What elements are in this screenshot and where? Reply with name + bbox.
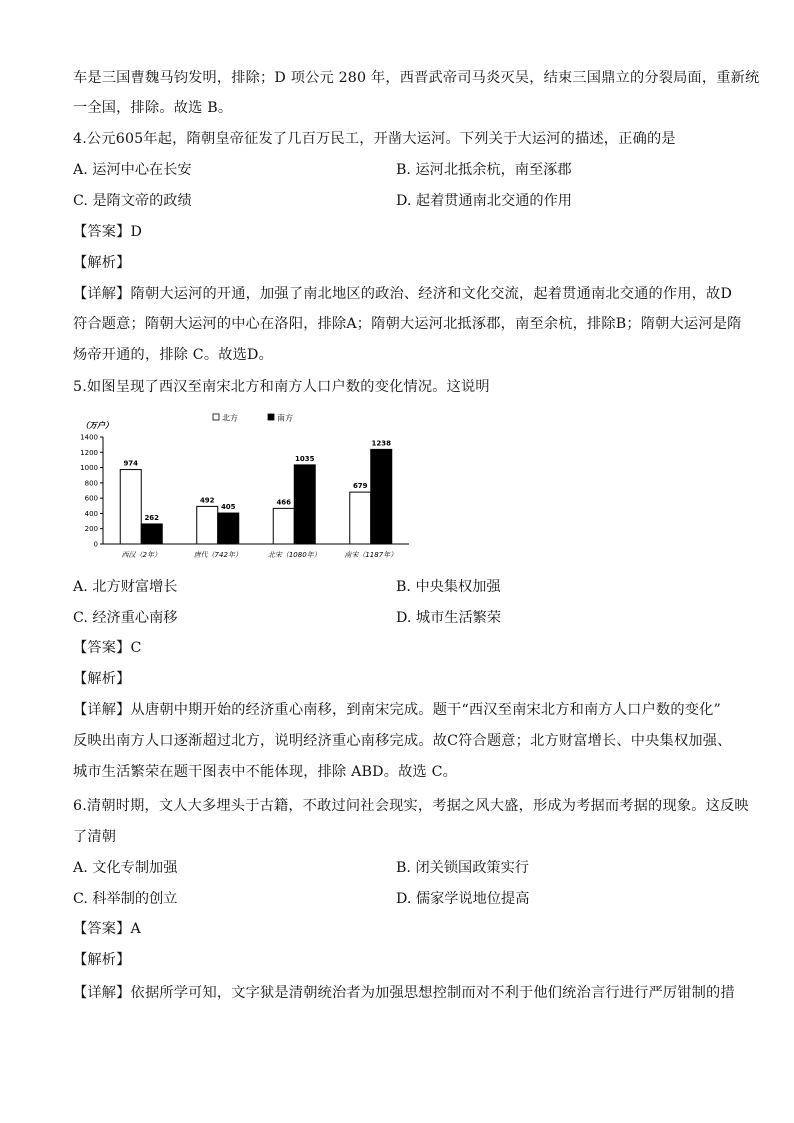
question-stem: 4.公元605年起，隋朝皇帝征发了几百万民工，开凿大运河。下列关于大运河的描述，正确的是 [73,131,676,147]
y-tick-label: 0 [93,540,98,549]
bar-value-label: 405 [220,503,236,512]
y-axis-label: （万户） [81,421,113,430]
bar [141,524,162,544]
detail-text: 【详解】隋朝大运河的开通，加强了南北地区的政治、经济和文化交流，起着贯通南北交通的作用，故D [73,286,733,302]
option-a: A. 文化专制加强 [73,860,178,876]
legend-swatch [268,414,274,420]
option-c: C. 是隋文帝的政绩 [73,193,192,209]
detail-text: 【详解】从唐朝中期开始的经济重心南移，到南宋完成。题干“西汉至南宋北方和南方人口户数的变化” [73,702,721,718]
bar [197,506,218,544]
y-tick-label: 400 [84,509,98,518]
analysis-label: 【解析】 [73,671,131,687]
option-c: C. 经济重心南移 [73,610,178,626]
bar [350,492,371,544]
answer-label: 【答案】C [73,640,142,656]
x-tick-label: 西汉（2年） [121,551,161,559]
bar [273,508,294,544]
detail-text: 炀帝开通的，排除 C。故选D。 [73,347,273,363]
analysis-label: 【解析】 [73,952,131,968]
question-stem: 6.清朝时期，文人大多埋头于古籍，不敢过问社会现实，考据之风大盛，形成为考据而考据的现象。这反映 [73,798,749,814]
bar [294,465,315,544]
option-a: A. 北方财富增长 [73,579,178,595]
x-tick-label: 北宋（1080年） [267,551,321,559]
legend-label: 北方 [222,413,238,423]
option-b: B. 运河北抵余杭，南至涿郡 [396,162,572,178]
option-b: B. 中央集权加强 [396,579,501,595]
bar-value-label: 974 [123,459,139,468]
option-b: B. 闭关锁国政策实行 [396,860,529,876]
option-a: A. 运河中心在长安 [73,162,192,178]
y-tick-label: 1200 [80,448,98,457]
option-d: D. 儒家学说地位提高 [396,891,530,907]
detail-text: 【详解】依据所学可知，文字狱是清朝统治者为加强思想控制而对不利于他们统治言行进行严厉钳制的措 [73,985,735,1001]
bar-value-label: 679 [352,482,368,491]
analysis-label: 【解析】 [73,255,131,271]
y-tick-label: 1400 [80,433,98,442]
legend-swatch [213,414,219,420]
x-tick-label: 唐代（742年） [193,551,242,559]
bar [218,513,239,544]
question-stem: 5.如图呈现了西汉至南宋北方和南方人口户数的变化情况。这说明 [73,379,490,395]
bar-value-label: 466 [276,498,292,507]
chart-legend [213,413,293,423]
population-bar-chart [73,410,413,562]
option-c: C. 科举制的创立 [73,891,178,907]
bar-value-label: 1035 [295,454,315,463]
y-tick-label: 800 [84,479,98,488]
option-d: D. 起着贯通南北交通的作用 [396,193,572,209]
bar [371,449,392,544]
detail-text: 城市生活繁荣在题干图表中不能体现，排除 ABD。故选 C。 [73,764,458,780]
bar-value-label: 262 [144,513,160,522]
detail-text: 符合题意；隋朝大运河的中心在洛阳，排除A；隋朝大运河北抵涿郡，南至余杭，排除B；隋朝大运河是隋 [73,316,742,332]
text-line: 车是三国曹魏马钧发明，排除；D 项公元 280 年，西晋武帝司马炎灭吴，结束三国鼎立的分裂局面，重新统 [73,70,760,86]
x-tick-label: 南宋（1187年） [344,551,398,559]
text-line: 一全国，排除。故选 B。 [73,100,233,116]
detail-text: 反映出南方人口逐渐超过北方，说明经济重心南移完成。故C符合题意；北方财富增长、中央集权加强、 [73,733,732,749]
legend-label: 南方 [277,413,293,423]
option-d: D. 城市生活繁荣 [396,610,502,626]
bar-value-label: 492 [199,496,215,505]
bar-value-label: 1238 [371,439,391,448]
answer-label: 【答案】A [73,921,141,937]
question-stem: 了清朝 [73,829,117,845]
y-tick-label: 1000 [80,464,98,473]
chart-bars [120,439,397,559]
y-tick-label: 200 [84,525,98,534]
y-tick-label: 600 [84,494,98,503]
bar [120,470,141,544]
answer-label: 【答案】D [73,224,143,240]
